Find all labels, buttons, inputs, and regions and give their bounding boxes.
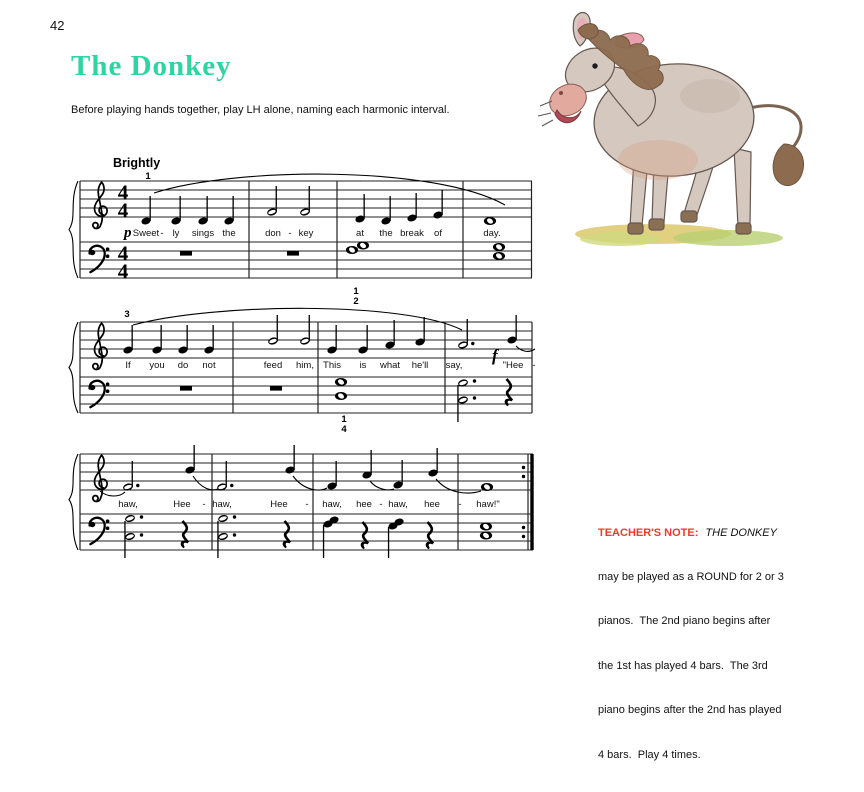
finger-number: 2: [353, 296, 359, 307]
bass-notes: [124, 514, 492, 558]
teachers-note-line: piano begins after the 2nd has played: [598, 704, 782, 717]
lyrics-line: [125, 360, 535, 371]
music-system-2: [64, 303, 544, 443]
lyric-syllable: break: [400, 228, 424, 239]
lyric-syllable: "Hee: [502, 360, 524, 371]
lyric-hyphen: -: [288, 228, 292, 239]
page-number: 42: [50, 18, 65, 33]
lyric-syllable: ly: [172, 228, 180, 239]
donkey-eye: [592, 63, 597, 68]
finger-number: 1: [353, 286, 359, 297]
teachers-note-line: pianos. The 2nd piano begins after: [598, 615, 771, 628]
lyric-hyphen: -: [202, 499, 206, 510]
tempo-marking: Brightly: [113, 156, 161, 170]
finger-number: 3: [124, 309, 130, 320]
lyric-syllable: what: [379, 360, 401, 371]
donkey-illustration: [538, 8, 850, 252]
time-sig-top-bass: 4: [117, 241, 129, 266]
fingering-below: [341, 414, 347, 435]
time-sig-bottom: 4: [117, 198, 129, 223]
lyric-hyphen: -: [305, 499, 309, 510]
teachers-note-label: TEACHER'S NOTE:: [598, 526, 699, 539]
system-brace: [69, 454, 78, 550]
lyric-syllable: Hee: [173, 499, 191, 510]
lyric-syllable: This: [323, 360, 341, 371]
slurs: [100, 476, 481, 496]
lyric-syllable: feed: [263, 360, 283, 371]
treble-clef-icon: [93, 323, 107, 369]
music-system-1: [64, 153, 544, 309]
bass-clef-icon: [89, 518, 109, 544]
lyric-hyphen: -: [160, 228, 164, 239]
lyric-syllable: at: [356, 228, 364, 239]
lyric-syllable: the: [379, 228, 393, 239]
grass: [575, 224, 783, 246]
lyric-syllable: sings: [191, 228, 215, 239]
lyric-hyphen: -: [532, 360, 536, 371]
teachers-note: [598, 496, 808, 792]
lyric-syllable: haw,: [212, 499, 232, 510]
lyrics-line: [118, 499, 500, 510]
finger-number: 1: [145, 171, 151, 182]
dynamic-marking: p: [124, 225, 132, 241]
bass-staff: [80, 242, 532, 278]
lyric-syllable: of: [434, 228, 442, 239]
time-sig-bottom-bass: 4: [117, 259, 129, 284]
treble-staff: [80, 454, 533, 490]
lyric-syllable: Hee: [270, 499, 288, 510]
lyric-syllable: If: [125, 360, 131, 371]
lyric-syllable: not: [202, 360, 216, 371]
bass-staff: [80, 514, 533, 550]
teachers-note-piece-title: THE DONKEY: [705, 526, 777, 539]
lyric-syllable: is: [359, 360, 367, 371]
lyric-syllable: Sweet: [132, 228, 160, 239]
lyric-syllable: day.: [483, 228, 501, 239]
time-sig-top: 4: [117, 180, 129, 205]
lyric-syllable: say,: [445, 360, 463, 371]
system-brace: [69, 181, 78, 278]
dynamic-marking: f: [492, 346, 498, 365]
lyric-syllable: haw,: [388, 499, 408, 510]
lyric-syllable: hee: [356, 499, 372, 510]
lyric-hyphen: -: [379, 499, 383, 510]
bass-clef-icon: [89, 246, 109, 272]
lyric-syllable: him,: [296, 360, 314, 371]
teachers-note-line: the 1st has played 4 bars. The 3rd: [598, 659, 768, 672]
teachers-note-heading: [598, 526, 808, 541]
lyric-syllable: haw,: [118, 499, 138, 510]
bass-clef-icon: [89, 381, 109, 407]
lyric-hyphen: -: [458, 499, 462, 510]
lyric-syllable: you: [149, 360, 165, 371]
lyric-syllable: do: [177, 360, 189, 371]
treble-clef-icon: [93, 182, 107, 228]
lyric-syllable: key: [298, 228, 314, 239]
lyric-syllable: haw,: [322, 499, 342, 510]
treble-notes: [122, 445, 493, 492]
system-brace: [69, 322, 78, 413]
lyric-syllable: he'll: [411, 360, 429, 371]
finger-number: 4: [341, 424, 347, 435]
finger-number: 1: [341, 414, 347, 425]
donkey-back-shading: [680, 79, 740, 113]
lyric-syllable: don: [265, 228, 281, 239]
donkey-belly-shading: [618, 140, 698, 180]
lyric-syllable: the: [222, 228, 236, 239]
lyric-syllable: haw!": [476, 499, 500, 510]
lyrics-line: [133, 228, 501, 239]
treble-notes: [141, 186, 497, 226]
music-system-3: [64, 446, 544, 576]
page-title: The Donkey: [71, 50, 232, 82]
phrase-slur: [133, 308, 462, 330]
instruction-text: Before playing hands together, play LH alone, naming each harmonic interval.: [71, 104, 450, 116]
end-repeat-sign: [522, 454, 534, 550]
teachers-note-line: 4 bars. Play 4 times.: [598, 748, 701, 761]
lyric-syllable: hee: [424, 499, 440, 510]
teachers-note-line: may be played as a ROUND for 2 or 3: [598, 570, 784, 583]
